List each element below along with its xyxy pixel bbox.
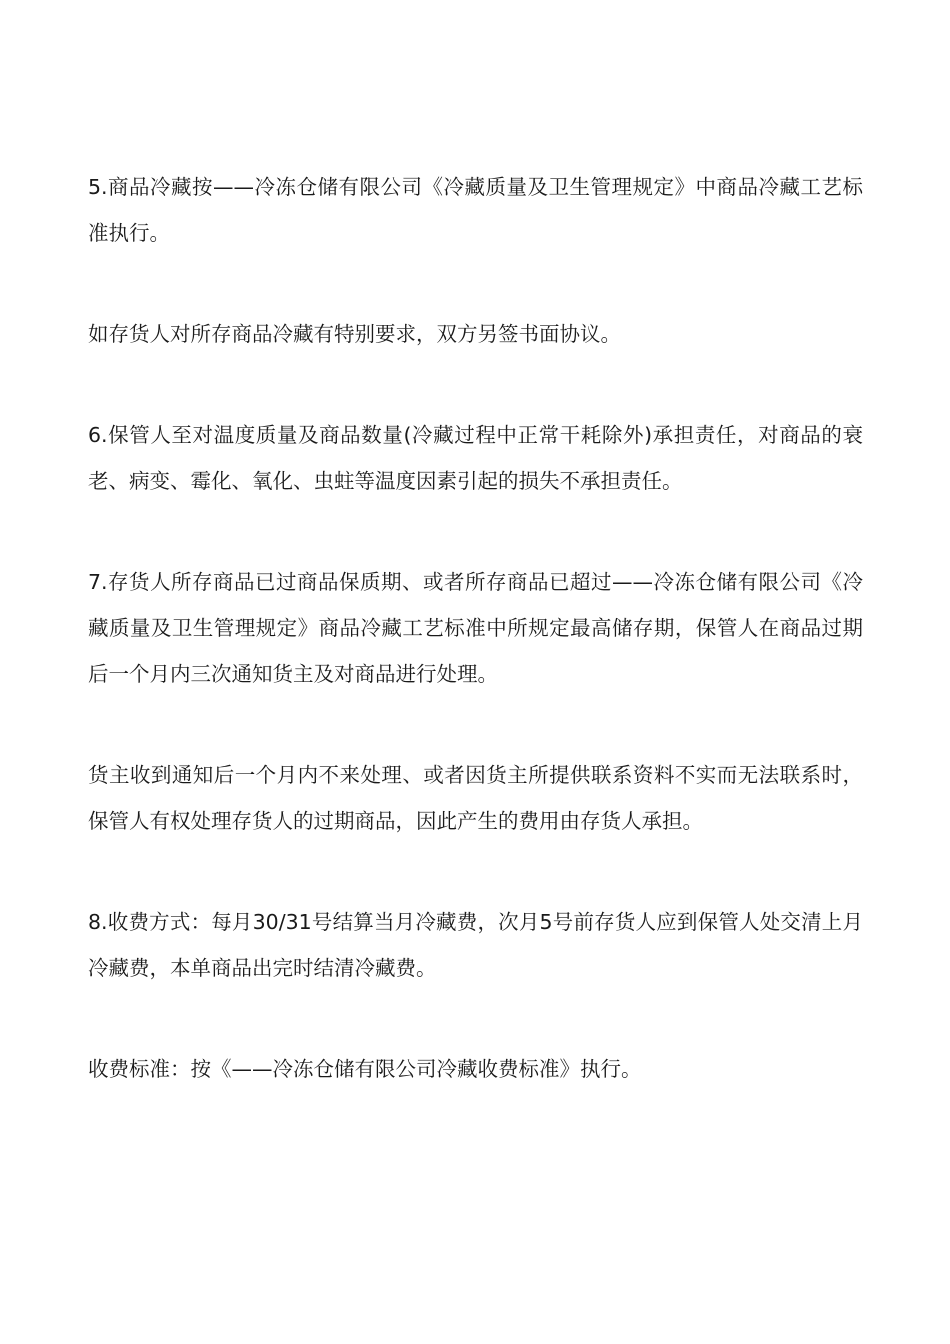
clause-7: 7.存货人所存商品已过商品保质期、或者所存商品已超过——冷冻仓储有限公司《冷藏质量及卫生管理规定》商品冷藏工艺标准中所规定最高储存期，保管人在商品过期后一个月内三次通知货主及对商品进行处理。 [88, 570, 863, 686]
clause-6: 6.保管人至对温度质量及商品数量(冷藏过程中正常干耗除外)承担责任，对商品的衰老、病变、霉化、氧化、虫蛀等温度因素引起的损失不承担责任。 [88, 423, 863, 493]
fee-standard: 收费标准：按《——冷冻仓储有限公司冷藏收费标准》执行。 [88, 1057, 642, 1081]
clause-5-note: 如存货人对所存商品冷藏有特别要求，双方另签书面协议。 [88, 322, 621, 346]
clause-5: 5.商品冷藏按——冷冻仓储有限公司《冷藏质量及卫生管理规定》中商品冷藏工艺标准执行。 [88, 175, 863, 245]
clause-7-note: 货主收到通知后一个月内不来处理、或者因货主所提供联系资料不实而无法联系时，保管人有权处理存货人的过期商品，因此产生的费用由存货人承担。 [88, 763, 863, 833]
clause-8: 8.收费方式：每月30/31号结算当月冷藏费，次月5号前存货人应到保管人处交清上月冷藏费，本单商品出完时结清冷藏费。 [88, 910, 863, 980]
document-body [88, 164, 863, 1092]
